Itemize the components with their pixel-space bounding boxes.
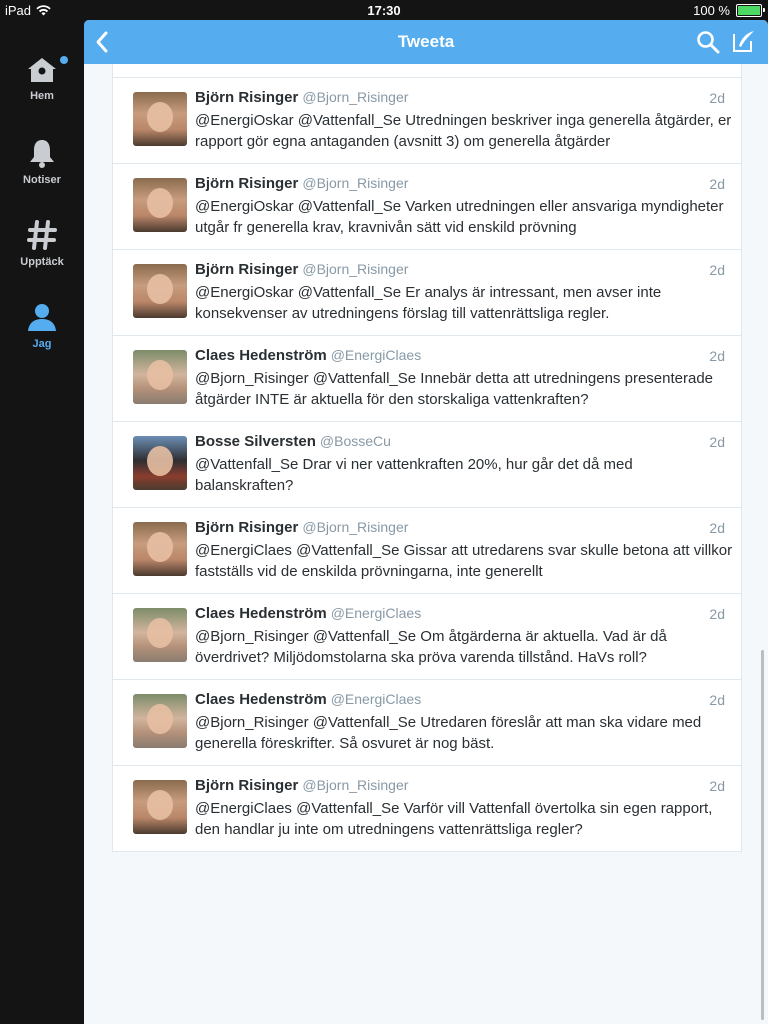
author-handle[interactable]: @Bjorn_Risinger (302, 89, 409, 105)
tweet-row[interactable] (113, 594, 741, 680)
tweet-text: @EnergiOskar @Vattenfall_Se Varken utredningen eller ansvariga myndigheter utgår fr generella krav, kravnivån sätt vid enskild prövning (195, 198, 724, 236)
scrollbar[interactable] (761, 650, 764, 1020)
nav-bar (84, 20, 768, 64)
person-icon (27, 302, 57, 332)
home-icon (26, 56, 58, 84)
sidebar-item-discover[interactable] (0, 220, 84, 268)
tweet-header (195, 519, 408, 536)
author-name[interactable]: Claes Hedenström (195, 691, 327, 708)
avatar-face (147, 704, 173, 734)
avatar[interactable] (133, 264, 187, 318)
avatar[interactable] (133, 608, 187, 662)
tweet-row[interactable] (113, 766, 741, 851)
compose-tweet-icon[interactable] (732, 29, 756, 53)
tweet-timestamp: 2d (709, 434, 725, 450)
tweet-text: @Vattenfall_Se Drar vi ner vattenkraften 20%, hur går det då med balanskraften? (195, 456, 633, 494)
avatar[interactable] (133, 178, 187, 232)
sidebar-item-me[interactable] (0, 302, 84, 350)
tweet-text: @Bjorn_Risinger @Vattenfall_Se Innebär detta att utredningens presenterade åtgärder INTE är aktuella för den storskaliga vattenkraften? (195, 370, 713, 408)
avatar-face (147, 618, 173, 648)
author-name[interactable]: Björn Risinger (195, 261, 299, 278)
author-handle[interactable]: @EnergiClaes (330, 605, 422, 621)
author-name[interactable]: Björn Risinger (195, 89, 299, 106)
avatar-face (147, 102, 173, 132)
tweet-row[interactable] (113, 422, 741, 508)
avatar-face (147, 532, 173, 562)
battery-percent: 100 % (693, 3, 730, 18)
tweet-text: @EnergiOskar @Vattenfall_Se Utredningen beskriver inga generella åtgärder, er rapport gör egna antaganden (avsnitt 3) om generella åtgärder (195, 112, 732, 150)
tweet-text: @EnergiClaes @Vattenfall_Se Gissar att utredarens svar skulle betona att villkor fastställs vid de enskilda prövningarna, inte generellt (195, 542, 733, 580)
sidebar-item-notifications[interactable] (0, 138, 84, 186)
author-name[interactable]: Björn Risinger (195, 777, 299, 794)
avatar[interactable] (133, 780, 187, 834)
sidebar-label-notifications: Notiser (23, 174, 61, 186)
status-bar (0, 0, 768, 20)
author-name[interactable]: Claes Hedenström (195, 347, 327, 364)
author-name[interactable]: Claes Hedenström (195, 605, 327, 622)
tweet-text: @EnergiOskar @Vattenfall_Se Er analys är intressant, men avser inte konsekvenser av utredningens förslag till vattenrättsliga regler. (195, 284, 662, 322)
avatar-face (147, 360, 173, 390)
avatar[interactable] (133, 92, 187, 146)
avatar-face (147, 446, 173, 476)
battery-fill (738, 6, 760, 15)
tweet-timestamp: 2d (709, 176, 725, 192)
tweet-row[interactable] (113, 680, 741, 766)
tweet-timestamp: 2d (709, 348, 725, 364)
sidebar-label-home: Hem (30, 90, 54, 102)
tweet-text: @Bjorn_Risinger @Vattenfall_Se Om åtgärderna är aktuella. Vad är då överdrivet? Miljödomstolarna ska pröva varenda tillstånd. HaVs roll? (195, 628, 667, 666)
tweet-row[interactable] (113, 336, 741, 422)
main-panel (84, 20, 768, 1024)
previous-tweet-edge (113, 64, 741, 78)
author-name[interactable]: Björn Risinger (195, 175, 299, 192)
avatar[interactable] (133, 436, 187, 490)
notification-dot (60, 56, 68, 64)
avatar[interactable] (133, 694, 187, 748)
hashtag-icon (27, 220, 57, 250)
author-handle[interactable]: @Bjorn_Risinger (302, 175, 409, 191)
tweet-timestamp: 2d (709, 90, 725, 106)
tweet-row[interactable] (113, 164, 741, 250)
search-icon[interactable] (696, 30, 720, 54)
tweet-header (195, 691, 421, 708)
tweet-header (195, 261, 408, 278)
battery-icon (736, 4, 762, 17)
tweet-header (195, 89, 408, 106)
avatar-face (147, 188, 173, 218)
author-handle[interactable]: @EnergiClaes (330, 347, 422, 363)
tweet-timestamp: 2d (709, 520, 725, 536)
tweet-row[interactable] (113, 250, 741, 336)
tweet-header (195, 605, 421, 622)
author-handle[interactable]: @Bjorn_Risinger (302, 519, 409, 535)
sidebar-label-me: Jag (32, 338, 52, 350)
tweet-text: @EnergiClaes @Vattenfall_Se Varför vill Vattenfall övertolka sin egen rapport, den handlar ju inte om utredningens vattenrättsliga regler? (195, 800, 713, 838)
bell-icon (28, 138, 56, 168)
sidebar (0, 20, 84, 1024)
author-handle[interactable]: @BosseCu (319, 433, 391, 449)
author-name[interactable]: Björn Risinger (195, 519, 299, 536)
avatar[interactable] (133, 350, 187, 404)
author-handle[interactable]: @Bjorn_Risinger (302, 777, 409, 793)
tweet-list (112, 64, 742, 852)
tweet-timestamp: 2d (709, 262, 725, 278)
avatar[interactable] (133, 522, 187, 576)
author-handle[interactable]: @EnergiClaes (330, 691, 422, 707)
tweet-header (195, 347, 421, 364)
sidebar-item-home[interactable] (0, 56, 84, 102)
avatar-face (147, 274, 173, 304)
tweet-row[interactable] (113, 508, 741, 594)
tweet-timestamp: 2d (709, 692, 725, 708)
status-time: 17:30 (367, 3, 401, 18)
tweet-header (195, 777, 408, 794)
page-title: Tweeta (397, 32, 455, 51)
tweet-header (195, 433, 391, 450)
author-handle[interactable]: @Bjorn_Risinger (302, 261, 409, 277)
tweet-text: @Bjorn_Risinger @Vattenfall_Se Utredaren föreslår att man ska vidare med generella föreskrifter. Så osvuret är nog bäst. (195, 714, 702, 752)
tweet-row[interactable] (113, 78, 741, 164)
sidebar-label-discover: Upptäck (20, 256, 64, 268)
tweet-header (195, 175, 408, 192)
author-name[interactable]: Bosse Silversten (195, 433, 316, 450)
status-right (693, 3, 762, 18)
tweet-timestamp: 2d (709, 778, 725, 794)
device-label: iPad (5, 3, 32, 18)
avatar-face (147, 790, 173, 820)
tweet-timestamp: 2d (709, 606, 725, 622)
